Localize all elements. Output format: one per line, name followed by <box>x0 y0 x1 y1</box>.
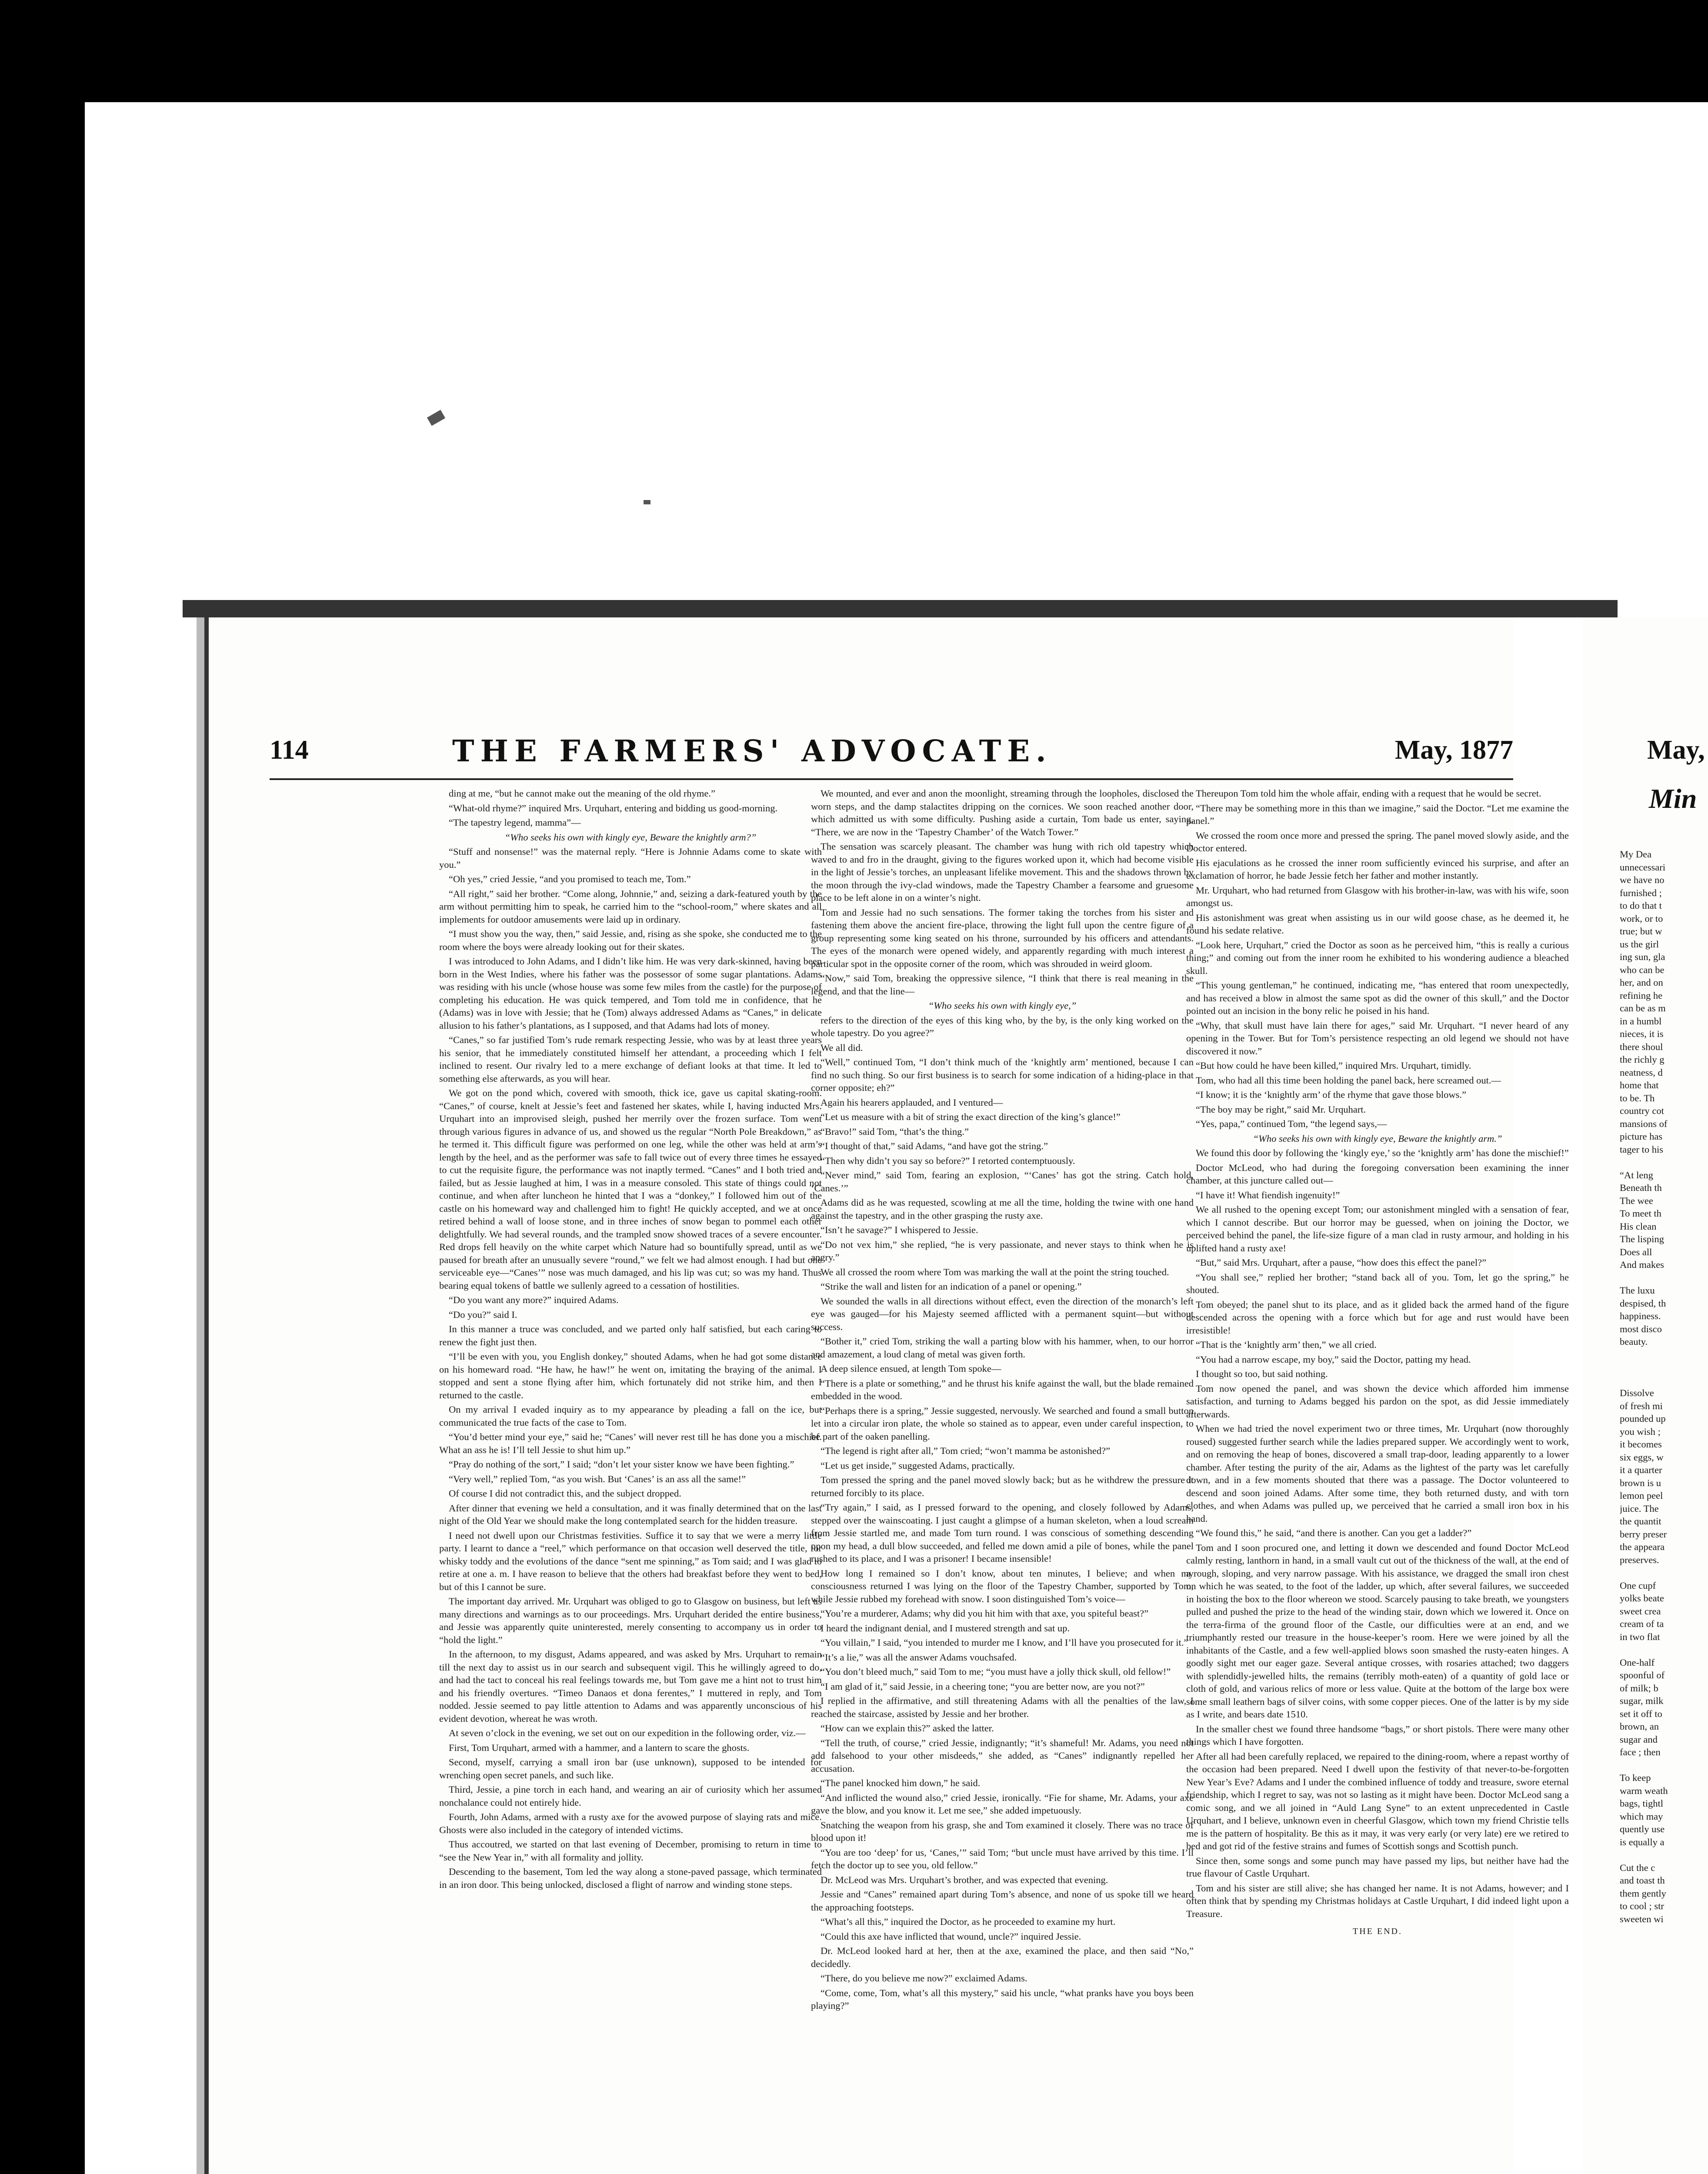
paragraph: Descending to the basement, Tom led the way along a stone-paved passage, which terminated in an iron door. This being unlocked, disclosed a flight of narrow and winding stone steps. <box>439 1866 822 1890</box>
the-end-label: THE END. <box>1353 1927 1402 1936</box>
fragment-line: To keep <box>1620 1772 1651 1783</box>
paragraph: “We found this,” he said, “and there is another. Can you get a ladder?” <box>1196 1527 1472 1538</box>
fragment-line: To meet th <box>1620 1208 1661 1219</box>
paragraph: After dinner that evening we held a consultation, and it was finally determined that on the last night of the Old Year we should make the long contemplated search for the hidden treasure. <box>439 1502 822 1526</box>
paragraph: “You don’t bleed much,” said Tom to me; “you must have a jolly thick skull, old fellow!” <box>821 1666 1171 1677</box>
page-header <box>270 735 1513 770</box>
paragraph: “Pray do nothing of the sort,” I said; “don’t let your sister know we have been fighting.” <box>449 1459 794 1470</box>
paragraph: “The boy may be right,” said Mr. Urquhart. <box>1196 1104 1366 1115</box>
fragment-line: work, or to <box>1620 913 1663 924</box>
paragraph: “The panel knocked him down,” he said. <box>821 1777 981 1788</box>
fragment-line: in a humbl <box>1620 1015 1662 1027</box>
fragment-line: My Dea <box>1620 849 1652 860</box>
paragraph: Tom, who had all this time been holding the panel back, here screamed out.— <box>1196 1074 1501 1086</box>
paragraph: “You’re a murderer, Adams; why did you hit him with that axe, you spiteful beast?” <box>821 1608 1149 1619</box>
fragment-line: yolks beate <box>1620 1593 1664 1604</box>
paragraph: “Canes,” so far justified Tom’s rude remark respecting Jessie, who was by at least three years his senior, that he immediately constituted himself her attendant, a proceeding which I felt inclined to resent. Our rivalry led to a mere exchange of defiant looks at that time. It led to something else afterwards, as you will hear. <box>439 1034 822 1084</box>
fragment-line: His clean <box>1620 1220 1657 1232</box>
paragraph: Since then, some songs and some punch may have passed my lips, but neither have had the true flavour of Castle Urquhart. <box>1186 1855 1569 1879</box>
fragment-line: ing sun, gla <box>1620 951 1665 962</box>
paragraph: “Tell the truth, of course,” cried Jessie, indignantly; “it’s shameful! Mr. Adams, you need not add falsehood to your other misdeeds,” she added, as “Canes” indignantly repelled her accusation. <box>811 1737 1194 1774</box>
text-column-1 <box>439 787 822 2174</box>
paragraph: “This young gentleman,” he continued, indicating me, “has entered that room unexpectedly, and has received a blow in almost the same spot as did the owner of this skull,” and the Doctor pointed out an incision in the bony relic he poised in his hand. <box>1186 980 1569 1016</box>
paragraph: We all crossed the room where Tom was marking the wall at the point the string touched. <box>821 1266 1169 1277</box>
fragment-line: is equally a <box>1620 1836 1665 1847</box>
page-top-edge <box>183 600 1618 617</box>
paragraph: Tom and Jessie had no such sensations. The former taking the torches from his sister and fastening them above the ancient fire-place, throwing the light full upon the centre figure of a group representing some king seated on his throne, surrounded by his officers and attendants. The eyes of the monarch were opened widely, and apparently regarding with much interest a particular spot in the opposite corner of the room, which was shrouded in weird gloom. <box>811 907 1194 969</box>
paragraph: A deep silence ensued, at length Tom spoke— <box>821 1363 1001 1374</box>
paragraph: “Never mind,” said Tom, fearing an explosion, “‘Canes’ has got the string. Catch hold, ‘Canes.’” <box>811 1170 1194 1194</box>
fragment-line: lemon peel <box>1620 1490 1663 1501</box>
paragraph: “I must show you the way, then,” said Jessie, and, rising as she spoke, she conducted me to the room where the boys were already looking out for their skates. <box>439 928 822 952</box>
fragment-line: despised, th <box>1620 1297 1666 1309</box>
paragraph: How long I remained so I don’t know, about ten minutes, I believe; and when my consciousness returned I was lying on the floor of the Tapestry Chamber, supported by Tom, while Jessie rubbed my forehead with snow. I soon distinguished Tom’s voice— <box>811 1567 1194 1604</box>
paragraph: “Now,” said Tom, breaking the oppressive silence, “I think that there is real meaning in the legend, and that the line— <box>811 973 1194 997</box>
page-number: 114 <box>270 735 309 765</box>
paragraph: Dr. McLeod was Mrs. Urquhart’s brother, and was expected that evening. <box>821 1874 1108 1885</box>
fragment-line <box>1620 1348 1708 1361</box>
paragraph: Tom now opened the panel, and was shown the device which afforded him immense satisfaction, and turning to Adams begged his pardon on the spot, as did Jessie immediately afterwards. <box>1186 1383 1569 1420</box>
fragment-line: cream of ta <box>1620 1618 1664 1629</box>
paragraph: I thought so too, but said nothing. <box>1196 1368 1328 1379</box>
fragment-line: bags, tightl <box>1620 1798 1663 1809</box>
paragraph: “There is a plate or something,” and he thrust his knife against the wall, but the blade remained embedded in the wood. <box>811 1377 1194 1401</box>
fragment-line: can be as m <box>1620 1003 1666 1014</box>
paragraph: We all did. <box>821 1042 863 1053</box>
fragment-line: country cot <box>1620 1105 1664 1116</box>
paragraph: “What-old rhyme?” inquired Mrs. Urquhart, entering and bidding us good-morning. <box>449 802 778 814</box>
paragraph: “Who seeks his own with kingly eye,” <box>928 1000 1077 1011</box>
paragraph: “Look here, Urquhart,” cried the Doctor as soon as he perceived him, “this is really a curious thing;” and coming out from the inner room he exhibited to his wondering audience a bleached skull. <box>1186 939 1569 976</box>
fragment-line: Does all <box>1620 1246 1652 1257</box>
fragment-line: juice. The <box>1620 1503 1659 1514</box>
paragraph: The important day arrived. Mr. Urquhart was obliged to go to Glasgow on business, but left us many directions and warnings as to our proceedings. Mrs. Urquhart derided the entire business, and Jessie was apparently quite uninterested, merely consenting to accompany us in order to “hold the light.” <box>439 1596 822 1645</box>
paragraph: At seven o’clock in the evening, we set out on our expedition in the following order, viz.— <box>449 1727 806 1738</box>
paragraph: “But how could he have been killed,” inquired Mrs. Urquhart, timidly. <box>1196 1060 1471 1071</box>
fragment-line: of fresh mi <box>1620 1400 1663 1411</box>
paragraph: “Let us get inside,” suggested Adams, practically. <box>821 1460 1015 1471</box>
paragraph: “Why, that skull must have lain there for ages,” said Mr. Urquhart. “I never heard of any opening in the Tower. But for Tom’s persistence respecting an old legend we should not have discovered it now.” <box>1186 1020 1569 1057</box>
paragraph: “Strike the wall and listen for an indication of a panel or opening.” <box>821 1281 1082 1292</box>
paragraph: We found this door by following the ‘kingly eye,’ so the ‘knightly arm’ has done the mischief!” <box>1196 1147 1569 1158</box>
fragment-line <box>1620 1156 1708 1169</box>
paragraph: His astonishment was great when assisting us in our wild goose chase, as he deemed it, he found his sedate relative. <box>1186 912 1569 936</box>
fragment-line: pounded up <box>1620 1413 1666 1424</box>
paragraph: In the smaller chest we found three handsome “bags,” or short pistols. There were many other things which I have forgotten. <box>1186 1723 1569 1747</box>
paragraph: “I thought of that,” said Adams, “and have got the string.” <box>821 1140 1048 1151</box>
fragment-line: refining he <box>1620 990 1663 1001</box>
fragment-line: home that <box>1620 1080 1659 1090</box>
paragraph: “Bravo!” said Tom, “that’s the thing.” <box>821 1126 969 1137</box>
paragraph: “Bother it,” cried Tom, striking the wall a parting blow with his hammer, when, to our horror and amazement, a loud clang of metal was given forth. <box>811 1336 1194 1360</box>
facing-page-section-title: Min <box>1649 783 1697 814</box>
paragraph: In the afternoon, to my disgust, Adams appeared, and was asked by Mrs. Urquhart to remain till the next day to assist us in our search and subsequent vigil. This he willingly agreed to do, and had the tact to conceal his real feelings towards me, but Tom gave me a hint not to trust him and his friendly overtures. “Timeo Danaos et dona ferentes,” I muttered in reply, and Tom nodded. Jessie seemed to pay little attention to Adams and was apparently unconscious of his evident devotion, whereat he was wroth. <box>439 1649 822 1724</box>
paragraph: After all had been carefully replaced, we repaired to the dining-room, where a repast worthy of the occasion had been prepared. Need I dwell upon the festivity of that never-to-be-forgotten New Year’s Eve? Adams and I under the combined influence of toddy and treasure, swore eternal friendship, which I regret to say, was not so lasting as it might have been. Doctor McLeod sang a comic song, and we all joined in “Auld Lang Syne” to an extent unprecedented in Castle Urquhart, and I believe, unknown even in cheerful Glasgow, which town my friend Christie tells me is the pattern of hospitality. Be this as it may, it was very early (or very late) ere we retired to bed and got rid of the festive strains and fumes of Scottish songs and Scottish punch. <box>1186 1751 1569 1851</box>
paragraph: “Oh yes,” cried Jessie, “and you promised to teach me, Tom.” <box>449 874 691 884</box>
paragraph: “And inflicted the wound also,” cried Jessie, ironically. “Fie for shame, Mr. Adams, your axe gave the blow, and you know it. Let me see,” she added impetuously. <box>811 1792 1194 1816</box>
paragraph: “Isn’t he savage?” I whispered to Jessie. <box>821 1224 978 1235</box>
paragraph: Adams did as he was requested, scowling at me all the time, holding the twine with one hand against the tapestry, and in the other grasping the rusty axe. <box>811 1197 1194 1221</box>
fragment-line: most disco <box>1620 1323 1662 1334</box>
fragment-line: sweeten wi <box>1620 1913 1664 1924</box>
paragraph: The sensation was scarcely pleasant. The chamber was hung with rich old tapestry which waved to and fro in the draught, giving to the figures worked upon it, which had become visible in the light of Jessie’s torches, an unpleasant lifelike movement. This and the shadows thrown by the moon through the ivy-clad windows, made the Tapestry Chamber a fearsome and gruesome place to be left alone in on a winter’s night. <box>811 841 1194 903</box>
fragment-line: sugar, milk <box>1620 1695 1664 1706</box>
header-rule <box>270 778 1513 780</box>
paragraph: Tom and I soon procured one, and letting it down we descended and found Doctor McLeod calmly resting, lanthorn in hand, in a small vault cut out of the thickness of the wall, at the end of a rough, sloping, and very narrow passage. With his assistance, we dragged the small iron chest on which he was seated, to the foot of the ladder, up which, after several failures, we succeeded in hoisting the box to the floor whereon we stood. Scarcely pausing to take breath, we youngsters pulled and pushed the prize to the head of the winding stair, down which we lowered it. Once on the terra-firma of the ground floor of the Castle, our difficulties were at an end, and we triumphantly rested our treasure in the house-keeper’s room. Here we were joined by all the inhabitants of the Castle, and a few well-applied blows soon smashed the rusty-eaten hinges. A goodly sight met our eager gaze. Several antique crosses, with rosaries attached; two daggers with splendidly-jewelled hilts, the remains (terribly moth-eaten) of a quantity of gold lace or cloth of gold, and various relics of more or less value. Quite at the bottom of the large box were some small leathern bags of silver coins, with some copper pieces. One of the latter is by my side as I write, and bears date 1510. <box>1186 1542 1569 1720</box>
fragment-line: which may <box>1620 1811 1663 1822</box>
paragraph: First, Tom Urquhart, armed with a hammer, and a lantern to scare the ghosts. <box>449 1742 750 1753</box>
paragraph: In this manner a truce was concluded, and we parted only half satisfied, but each caring to renew the fight just then. <box>439 1324 822 1347</box>
paragraph: “How can we explain this?” asked the latter. <box>821 1723 994 1734</box>
paragraph: Thereupon Tom told him the whole affair, ending with a request that he would be secret. <box>1196 788 1541 799</box>
paragraph: “Very well,” replied Tom, “as you wish. But ‘Canes’ is an ass all the same!” <box>449 1473 746 1484</box>
fragment-line <box>1620 1566 1708 1579</box>
paragraph: Dr. McLeod looked hard at her, then at the axe, examined the place, and then said “No,” decidedly. <box>811 1945 1194 1969</box>
fragment-line: preserves. <box>1620 1554 1659 1565</box>
fragment-line: The wee <box>1620 1195 1653 1206</box>
fragment-line: warm weath <box>1620 1785 1668 1796</box>
paragraph: I replied in the affirmative, and still threatening Adams with all the penalties of the law, I reached the staircase, assisted by Jessie and her brother. <box>811 1695 1194 1719</box>
fragment-line: us the girl <box>1620 938 1659 950</box>
paragraph: “But,” said Mrs. Urquhart, after a pause, “how does this effect the panel?” <box>1196 1257 1487 1268</box>
fragment-line: of milk; b <box>1620 1682 1658 1694</box>
paragraph: “Then why didn’t you say so before?” I retorted contemptuously. <box>821 1155 1075 1166</box>
paragraph: “I’ll be even with you, you English donkey,” shouted Adams, when he had got some distance on his homeward road. “He haw, he haw!” he went on, imitating the braying of the animal. I stopped and sent a stone flying after him, which fortunately did not strike him, and then I returned to the castle. <box>439 1351 822 1400</box>
fragment-line: nieces, it is <box>1620 1028 1664 1039</box>
fragment-line <box>1620 1361 1708 1374</box>
paragraph: Of course I did not contradict this, and the subject dropped. <box>449 1488 681 1499</box>
fragment-line: to be. Th <box>1620 1092 1655 1104</box>
paragraph: refers to the direction of the eyes of this king who, by the by, is the only king worked on the whole tapestry. Do you agree?” <box>811 1014 1194 1038</box>
fragment-line: in two flat <box>1620 1631 1660 1642</box>
fragment-line: And makes <box>1620 1259 1664 1270</box>
fragment-line: neatness, d <box>1620 1067 1663 1078</box>
paragraph: “It’s a lie,” was all the answer Adams vouchsafed. <box>821 1651 1017 1663</box>
paragraph: “There, do you believe me now?” exclaimed Adams. <box>821 1973 1027 1984</box>
fragment-line: One cupf <box>1620 1580 1656 1591</box>
fragment-line: them gently <box>1620 1887 1666 1899</box>
fragment-line: spoonful of <box>1620 1670 1665 1681</box>
paragraph: Snatching the weapon from his grasp, she and Tom examined it closely. There was no trace of blood upon it! <box>811 1819 1194 1843</box>
paragraph: “Perhaps there is a spring,” Jessie suggested, nervously. We searched and found a small button let into a circular iron plate, the whole so stained as to appear, even under careful inspection, to be part of the oaken panelling. <box>811 1405 1194 1442</box>
paragraph: On my arrival I evaded inquiry as to my appearance by pleading a fall on the ice, but communicated the true facts of the case to Tom. <box>439 1404 822 1428</box>
paragraph: We all rushed to the opening except Tom; our astonishment mingled with a sensation of fear, which I cannot describe. But our horror may be guessed, when on joining the Doctor, we perceived behind the panel, the life-size figure of a man clad in rusty armour, and holding in his uplifted hand a rusty axe! <box>1186 1204 1569 1254</box>
paragraph: “You’d better mind your eye,” said he; “Canes’ will never rest till he has done you a mischief. What an ass he is! I’ll tell Jessie to shut him up.” <box>439 1431 822 1455</box>
facing-page-header: May, <box>1647 735 1705 765</box>
issue-date: May, 1877 <box>1394 735 1513 765</box>
fragment-line: and toast th <box>1620 1875 1665 1886</box>
fragment-line: we have no <box>1620 874 1665 885</box>
paragraph: We sounded the walls in all directions without effect, even the direction of the monarch’s left eye was gauged—for his Majesty seemed afflicted with a permanent squint—but without success. <box>811 1295 1194 1332</box>
paragraph: “Could this axe have inflicted that wound, uncle?” inquired Jessie. <box>821 1931 1081 1942</box>
paragraph: Second, myself, carrying a small iron bar (use unknown), supposed to be intended for wrenching open secret panels, and such like. <box>439 1757 822 1781</box>
paragraph: We mounted, and ever and anon the moonlight, streaming through the loopholes, disclosed the worn steps, and the damp stalactites dripping on the cornices. We soon reached another door, which admitted us with some difficulty. Pushing aside a curtain, Tom bade us enter, saying, “There, we are now in the ‘Tapestry Chamber’ of the Watch Tower.” <box>811 788 1194 837</box>
fragment-line: berry preser <box>1620 1528 1667 1540</box>
fragment-line: the quantit <box>1620 1516 1661 1527</box>
fragment-line: her, and on <box>1620 977 1663 988</box>
fragment-line: furnished ; <box>1620 887 1662 898</box>
paragraph: “The legend is right after all,” Tom cried; “won’t mamma be astonished?” <box>821 1445 1111 1456</box>
paragraph: “Who seeks his own with kingly eye, Beware the knightly arm.” <box>1253 1133 1502 1144</box>
masthead-title: THE FARMERS' ADVOCATE. <box>452 734 1052 769</box>
paragraph: I heard the indignant denial, and I mustered strength and sat up. <box>821 1622 1070 1634</box>
fragment-line: picture has <box>1620 1131 1663 1142</box>
paragraph: “Try again,” I said, as I pressed forward to the opening, and closely followed by Adams, stepped over the wainscoating. I just caught a glimpse of a human skeleton, when a loud scream from Jessie startled me, and made Tom turn round. I was conscious of something descending upon my head, a dull blow succeeded, and felled me down amid a pile of bones, while the panel rushed to its place, and I was a prisoner! I became insensible! <box>811 1502 1194 1564</box>
fragment-line: the richly g <box>1620 1054 1665 1065</box>
paragraph: Thus accoutred, we started on that last evening of December, promising to return in time to “see the New Year in,” with all formality and jollity. <box>439 1839 822 1863</box>
paragraph: “The tapestry legend, mamma”— <box>449 817 581 828</box>
paragraph: “Come, come, Tom, what’s all this mystery,” said his uncle, “what pranks have you boys been playing?” <box>811 1987 1194 2011</box>
fragment-line: quently use <box>1620 1824 1665 1834</box>
paragraph: “Do not vex him,” she replied, “he is very passionate, and never stays to think when he is angry.” <box>811 1239 1194 1263</box>
fragment-line: to cool ; str <box>1620 1901 1664 1911</box>
fragment-line: six eggs, w <box>1620 1451 1664 1463</box>
paragraph: “I have it! What fiendish ingenuity!” <box>1196 1189 1340 1200</box>
fragment-line: unnecessari <box>1620 861 1665 873</box>
fragment-line: the appeara <box>1620 1541 1665 1552</box>
fragment-line <box>1620 1271 1708 1284</box>
fragment-line: face ; then <box>1620 1747 1661 1757</box>
fragment-line: set it off to <box>1620 1708 1662 1719</box>
fragment-line: “At leng <box>1620 1169 1653 1180</box>
paragraph: “You had a narrow escape, my boy,” said the Doctor, patting my head. <box>1196 1354 1471 1365</box>
fragment-line: it becomes <box>1620 1439 1662 1450</box>
text-column-2 <box>811 787 1194 2174</box>
fragment-line: The lisping <box>1620 1234 1664 1244</box>
fragment-line <box>1620 1643 1708 1656</box>
paragraph: When we had tried the novel experiment two or three times, Mr. Urquhart (now thoroughly roused) suggested further search while the ladies prepared supper. We accordingly went to work, and on removing the heap of bones, discovered a small trap-door, leading apparently to a lower chamber. After testing the purity of the air, Adams as the lightest of the party was let carefully down, and in a few moments shouted that there was a passage. The Doctor volunteered to descend and soon joined Adams. After some time, they both returned dusty, and with torn clothes, and when Adams was pulled up, we perceived that he carried a small iron box in his hand. <box>1186 1423 1569 1524</box>
fragment-line: sweet crea <box>1620 1605 1661 1617</box>
paragraph: Fourth, John Adams, armed with a rusty axe for the avowed purpose of slaying rats and mice. Ghosts were also included in the category of intended victims. <box>439 1811 822 1835</box>
paragraph: Doctor McLeod, who had during the foregoing conversation been examining the inner chamber, at this juncture called out— <box>1186 1162 1569 1186</box>
fragment-line: brown, an <box>1620 1721 1659 1732</box>
paragraph: “That is the ‘knightly arm’ then,” we all cried. <box>1196 1339 1377 1350</box>
fragment-line: mansions of <box>1620 1118 1668 1129</box>
paragraph: “Stuff and nonsense!” was the maternal reply. “Here is Johnnie Adams come to skate with you.” <box>439 846 822 870</box>
fragment-line: to do that t <box>1620 900 1662 911</box>
fragment-line: true; but w <box>1620 926 1662 937</box>
paragraph: Jessie and “Canes” remained apart during Tom’s absence, and none of us spoke till we heard the approaching footsteps. <box>811 1889 1194 1913</box>
paragraph: “You shall see,” replied her brother; “stand back all of you. Tom, let go the spring,” he shouted. <box>1186 1271 1569 1295</box>
fragment-line <box>1620 1848 1708 1861</box>
paragraph: Tom pressed the spring and the panel moved slowly back; but as he withdrew the pressure it returned forcibly to its place. <box>811 1474 1194 1498</box>
fragment-line: it a quarter <box>1620 1464 1662 1475</box>
fragment-line <box>1620 1759 1708 1772</box>
paragraph: “Do you want any more?” inquired Adams. <box>449 1294 619 1305</box>
paragraph: “Who seeks his own with kingly eye, Beware the knightly arm?” <box>504 831 757 843</box>
fragment-line: Dissolve <box>1620 1387 1654 1398</box>
fragment-line: tager to his <box>1620 1144 1663 1155</box>
paragraph: We got on the pond which, covered with smooth, thick ice, gave us capital skating-room. “Canes,” of course, knelt at Jessie’s feet and fastened her skates, while I, having inducted Mrs. Urquhart into an improvised sleigh, pushed her merrily over the frozen surface. Tom went through various figures in advance of us, and showed us the regular “North Pole Breakdown,” as he termed it. This difficult figure was performed on one leg, while the other was held at arm’s length by the heel, and as the performer was safe to fall twice out of every three times he essayed to cut the requisite figure, the performance was not inaptly termed. “Canes” and I both tried and failed, but as Jessie laughed at him, I was in a measure consoled. This state of things could not continue, and when after luncheon he hinted that I was a “donkey,” I followed him out of the castle on his homeward way and challenged him to fight! He quickly accepted, and we at once retired behind a wall of loose stone, and in three inches of snow began to pommel each other delightfully. We had several rounds, and the trampled snow showed traces of a severe encounter. Red drops fell heavily on the white carpet which Nature had so bountifully spread, until as we paused for breath after an unusually severe “round,” we felt we had almost enough. I had but one serviceable eye—“Canes’” nose was much damaged, and his lip was cut; so was my hand. Thus bearing equal tokens of battle we sullenly agreed to a cessation of hostilities. <box>439 1087 822 1291</box>
paragraph: His ejaculations as he crossed the inner room sufficiently evinced his surprise, and after an exclamation of horror, he bade Jessie fetch her father and mother instantly. <box>1186 857 1569 881</box>
paragraph: Third, Jessie, a pine torch in each hand, and wearing an air of curiosity which her assumed nonchalance could not entirely hide. <box>439 1784 822 1808</box>
paragraph: “Well,” continued Tom, “I don’t think much of the ‘knightly arm’ mentioned, because I can find no such thing. So our first business is to search for some indication of a hiding-place in that corner opposite; eh?” <box>811 1057 1194 1093</box>
scan-speck <box>644 500 651 504</box>
facing-page-text <box>1620 848 1708 1925</box>
paragraph: Tom obeyed; the panel shut to its place, and as it glided back the armed hand of the figure descended across the opening with a force which but for age and rust would have been irresistible! <box>1186 1299 1569 1336</box>
paragraph: Tom and his sister are still alive; she has changed her name. It is not Adams, however; and I often think that by spending my Christmas holidays at Castle Urquhart, I did indeed light upon a Treasure. <box>1186 1882 1569 1919</box>
fragment-line: who can be <box>1620 964 1665 975</box>
paragraph: Mr. Urquhart, who had returned from Glasgow with his brother-in-law, was with his wife, soon amongst us. <box>1186 884 1569 908</box>
paragraph: “There may be something more in this than we imagine,” said the Doctor. “Let me examine the panel.” <box>1186 802 1569 826</box>
fragment-line: Cut the c <box>1620 1862 1655 1873</box>
paragraph: ding at me, “but he cannot make out the meaning of the old rhyme.” <box>449 788 715 799</box>
fragment-line: happiness. <box>1620 1310 1661 1321</box>
paragraph: I was introduced to John Adams, and I didn’t like him. He was very dark-skinned, having been born in the West Indies, where his father was the possessor of some sugar plantations. Adams was residing with his uncle (whose house was some few miles from the castle) for the purpose of completing his education. He was quick tempered, and Tom told me in confidence, that he (Adams) was in love with Jessie; that he (Tom) always addressed Adams as “Canes,” in delicate allusion to his father’s plantations, as I supposed, and that Adams had lots of money. <box>439 956 822 1031</box>
paragraph: “I am glad of it,” said Jessie, in a cheering tone; “you are better now, are you not?” <box>821 1681 1145 1692</box>
paragraph: “You villain,” I said, “you intended to murder me I know, and I’ll have you prosecuted for it.” <box>821 1637 1188 1648</box>
fragment-line: sugar and <box>1620 1734 1658 1745</box>
fragment-line: Beneath th <box>1620 1182 1662 1193</box>
paragraph: “All right,” said her brother. “Come along, Johnnie,” and, seizing a dark-featured youth by the arm without permitting him to speak, he carried him to the “school-room,” where skates and all implements for outdoor amusements were laid up in ordinary. <box>439 888 822 925</box>
paragraph: We crossed the room once more and pressed the spring. The panel moved slowly aside, and the Doctor entered. <box>1186 830 1569 854</box>
fragment-line: there shoul <box>1620 1041 1663 1052</box>
paragraph: “Let us measure with a bit of string the exact direction of the king’s glance!” <box>821 1111 1121 1122</box>
paragraph: “I know; it is the ‘knightly arm’ of the rhyme that gave those blows.” <box>1196 1089 1466 1100</box>
fragment-line: brown is u <box>1620 1477 1661 1488</box>
paragraph: “Do you?” said I. <box>449 1309 517 1320</box>
text-column-3 <box>1186 787 1569 2174</box>
fragment-line <box>1620 1374 1708 1387</box>
fragment-line: The luxu <box>1620 1285 1655 1296</box>
paragraph: “What’s all this,” inquired the Doctor, as he proceeded to examine my hurt. <box>821 1916 1116 1927</box>
paragraph: “Yes, papa,” continued Tom, “the legend says,— <box>1196 1118 1387 1129</box>
paragraph: “You are too ‘deep’ for us, ‘Canes,’” said Tom; “but uncle must have arrived by this time. I’ll fetch the doctor up to see you, old fellow.” <box>811 1847 1194 1871</box>
fragment-line: beauty. <box>1620 1336 1648 1347</box>
fragment-line: you wish ; <box>1620 1426 1661 1437</box>
paragraph: Again his hearers applauded, and I ventured— <box>821 1097 1003 1108</box>
paragraph: I need not dwell upon our Christmas festivities. Suffice it to say that we were a merry little party. I learnt to dance a “reel,” which performance on that occasion well deserved the title, for whisky toddy and the evolutions of the dance “sent me spinning,” as Tom said; and I was glad to retire at one a. m. I have reason to believe that the others had breakfast before they went to bed, but of this I cannot be sure. <box>439 1530 822 1592</box>
fragment-line: One-half <box>1620 1657 1655 1668</box>
